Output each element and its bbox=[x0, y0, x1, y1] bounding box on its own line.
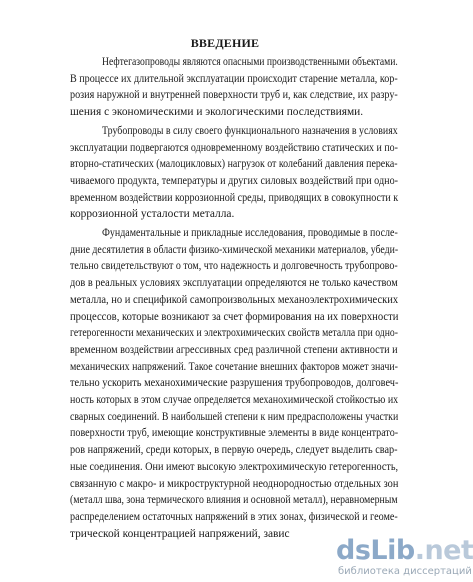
text-line: механических напряжений. Такое сочетание внешних факторов может значи- bbox=[70, 360, 398, 373]
text-line: ные соединения. Они имеют высокую электрохимическую гетерогенность, bbox=[70, 460, 399, 473]
watermark-logo bbox=[336, 536, 473, 566]
text-line: сварных соединений. В наибольшей степени к ним предрасположены участки bbox=[70, 410, 399, 423]
text-line: процессов, которые возникают за счет формирования на их поверхности bbox=[70, 310, 399, 323]
text-line: временном воздействии коррозионной среды, приводящих в совокупности к bbox=[70, 191, 399, 204]
watermark-logo-part1: dsLib bbox=[336, 535, 415, 566]
text-line: Трубопроводы в силу своего функционального назначения в условиях bbox=[102, 124, 398, 137]
text-line: тельно ускорить механохимические разрушения трубопроводов, долговеч- bbox=[70, 377, 399, 390]
text-line: В процессе их длительной эксплуатации происходит старение металла, кор- bbox=[70, 72, 398, 85]
text-line: гетерогенности механических и электрохимических свойств металла при одно- bbox=[70, 327, 398, 340]
text-line: розия наружной и внутренней поверхности труб и, как следствие, их разру- bbox=[70, 89, 398, 102]
text-line: эксплуатации подвергаются одновременному воздействию статических и по- bbox=[70, 141, 398, 154]
page-title: ВВЕДЕНИЕ bbox=[190, 36, 260, 50]
text-line: временном воздействии агрессивных сред различной степени активности и bbox=[70, 343, 398, 356]
text-line: чиваемого продукта, температуры и других силовых воздействий при одно- bbox=[70, 174, 399, 187]
text-line: коррозионной усталости металла. bbox=[70, 208, 235, 221]
text-line: Фундаментальные и прикладные исследования, проводимые в после- bbox=[102, 227, 398, 239]
text-line: тельно свидетельствуют о том, что надежность и долговечность трубопрово- bbox=[70, 260, 398, 273]
watermark bbox=[336, 535, 473, 580]
text-line: металла, но и спецификой самопроизвольных механоэлектрохимических bbox=[70, 293, 399, 306]
text-line: вторно-статических (малоцикловых) нагрузок от колебаний давления перека- bbox=[70, 158, 398, 171]
text-line: трической концентрацией напряжений, завис bbox=[70, 527, 290, 540]
text-line: дние десятилетия в области физико-химической механики материалов, убеди- bbox=[70, 243, 399, 256]
watermark-subtitle: библиотека диссертаций bbox=[338, 566, 472, 577]
text-line: ров напряжений, среди которых, в первую очередь, следует выделить свар- bbox=[70, 444, 398, 457]
text-line: дов в реальных условиях эксплуатации определяются не только качеством bbox=[70, 277, 398, 290]
text-line: поверхности труб, имеющие конструктивные элементы в виде концентрато- bbox=[70, 427, 399, 440]
text-line: ность которых в этом случае определяется механохимической стойкостью их bbox=[70, 394, 399, 406]
text-line: шения с экономическими и экологическими последствиями. bbox=[70, 106, 364, 119]
text-line: распределением остаточных напряжений в этих зонах, физической и геоме- bbox=[70, 510, 398, 523]
text-line: (металл шва, зона термического влияния и основной металл), неравномерным bbox=[70, 494, 398, 507]
text-line: связанную с макро- и микроструктурной неоднородностью отдельных зон bbox=[70, 477, 399, 490]
text-line: Нефтегазопроводы являются опасными производственными объектами. bbox=[102, 56, 398, 68]
watermark-logo-part2: .net bbox=[414, 535, 473, 566]
